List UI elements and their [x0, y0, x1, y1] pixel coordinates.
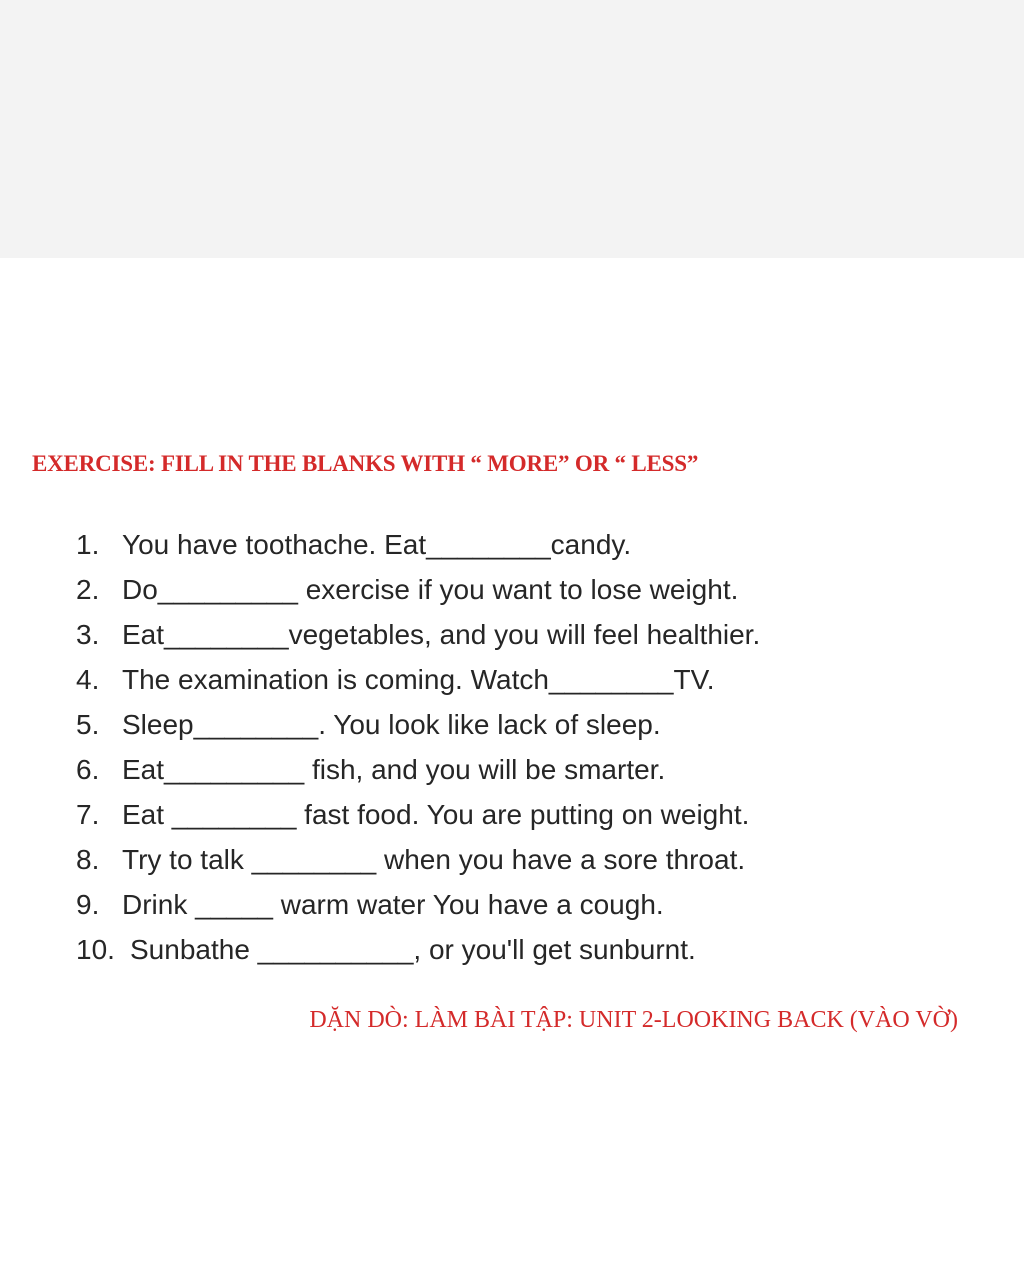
- list-item: [76, 797, 749, 833]
- item-text: Try to talk ________ when you have a sore throat.: [122, 844, 746, 875]
- item-number: 7.: [76, 799, 100, 830]
- item-number: 3.: [76, 619, 100, 650]
- item-text: The examination is coming. Watch________TV.: [122, 664, 715, 695]
- item-text: Eat ________ fast food. You are putting on weight.: [122, 799, 750, 830]
- item-number: 5.: [76, 709, 100, 740]
- top-blank-band: [0, 0, 1024, 258]
- item-text: Do_________ exercise if you want to lose weight.: [122, 574, 739, 605]
- list-item: [76, 887, 664, 923]
- item-text: You have toothache. Eat________candy.: [122, 529, 632, 560]
- item-text: Drink _____ warm water You have a cough.: [122, 889, 664, 920]
- list-item: [76, 527, 631, 563]
- item-number: 6.: [76, 754, 100, 785]
- item-number: 9.: [76, 889, 100, 920]
- item-number: 10.: [76, 934, 115, 965]
- item-text: Eat_________ fish, and you will be smarter.: [122, 754, 666, 785]
- item-text: Eat________vegetables, and you will feel healthier.: [122, 619, 761, 650]
- list-item: [76, 932, 696, 968]
- list-item: [76, 662, 714, 698]
- item-text: Sunbathe __________, or you'll get sunburnt.: [130, 934, 696, 965]
- item-number: 1.: [76, 529, 100, 560]
- list-item: [76, 572, 738, 608]
- exercise-heading: EXERCISE: FILL IN THE BLANKS WITH “ MORE” OR “ LESS”: [32, 451, 699, 476]
- list-item: [76, 707, 661, 743]
- item-text: Sleep________. You look like lack of sleep.: [122, 709, 661, 740]
- list-item: [76, 842, 745, 878]
- item-number: 2.: [76, 574, 100, 605]
- item-number: 4.: [76, 664, 100, 695]
- item-number: 8.: [76, 844, 100, 875]
- list-item: [76, 617, 760, 653]
- list-item: [76, 752, 665, 788]
- homework-note: DẶN DÒ: LÀM BÀI TẬP: UNIT 2-LOOKING BACK (VÀO VỜ): [309, 1007, 958, 1033]
